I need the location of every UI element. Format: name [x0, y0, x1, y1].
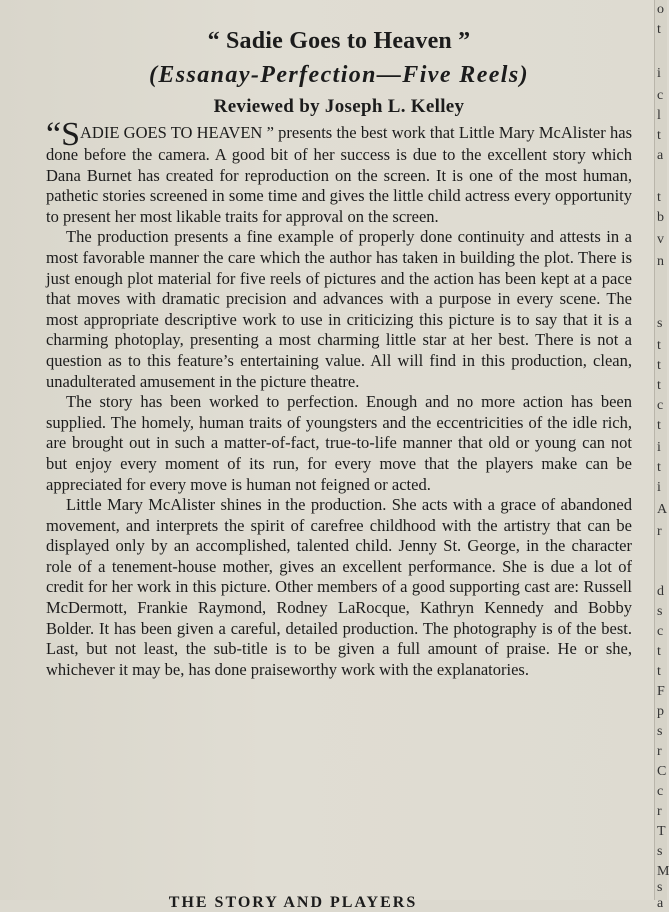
margin-letter: c: [657, 398, 664, 413]
margin-letter: t: [657, 644, 661, 659]
paragraph-2: The production presents a fine example of properly done continuity and attests in a most favorable manner the care which the author has taken in building the plot. There is just enough plot material for five reels of pictures and the action has been kept at a pace that moves with dramatic precision and advances with a purpose in every scene. The most appropriate descriptive work to use in criticizing this picture is to say that it is a charming photoplay, presenting a most charming little star at her best. There is not a question as to this feature’s entertaining value. All will find in this production, clean, unadulterated amusement in the picture theatre.: [46, 227, 632, 391]
article-subtitle: (Essanay-Perfection—Five Reels): [149, 62, 529, 88]
margin-letter: n: [657, 254, 664, 269]
margin-letter: c: [657, 784, 664, 799]
margin-letter: t: [657, 190, 661, 205]
margin-letter: t: [657, 460, 661, 475]
drop-cap: “S: [46, 116, 80, 153]
margin-letter: o: [657, 2, 664, 17]
paragraph-3: The story has been worked to perfection. Enough and no more action has been supplied. The homely, human traits of youngsters and the eccentricities of the idle rich, are brought out in such a matter-of-fact, true-to-life manner that old or young can not but enjoy every moment of its run, for every move that the players make can be appreciated for every move is human not feigned or acted.: [46, 392, 632, 494]
margin-letter: l: [657, 108, 661, 123]
margin-letter: t: [657, 338, 661, 353]
margin-letter: M: [657, 864, 669, 879]
margin-letter: i: [657, 480, 661, 495]
margin-letter: c: [657, 88, 664, 103]
margin-letter: T: [657, 824, 666, 839]
margin-letter: s: [657, 724, 663, 739]
margin-letter: s: [657, 604, 663, 619]
margin-letter: d: [657, 584, 664, 599]
margin-letter: b: [657, 210, 664, 225]
margin-letter: t: [657, 22, 661, 37]
margin-letter: t: [657, 358, 661, 373]
margin-letter: t: [657, 664, 661, 679]
margin-letter: F: [657, 684, 665, 699]
margin-letter: v: [657, 232, 664, 247]
article-body: [46, 116, 632, 680]
margin-letter: i: [657, 66, 661, 81]
margin-letter: r: [657, 744, 662, 759]
margin-letter: a: [657, 148, 664, 163]
margin-letter: t: [657, 378, 661, 393]
article-title: “ Sadie Goes to Heaven ”: [207, 28, 471, 54]
margin-letter: t: [657, 418, 661, 433]
margin-letter: A: [657, 502, 668, 517]
adjacent-column-fragment: [654, 0, 669, 911]
margin-letter: p: [657, 704, 664, 719]
margin-letter: s: [657, 880, 663, 895]
margin-letter: i: [657, 440, 661, 455]
review-article: [46, 24, 632, 680]
margin-letter: r: [657, 804, 662, 819]
paragraph-4: Little Mary McAlister shines in the production. She acts with a grace of abandoned movement, and interprets the spirit of carefree childhood with the artistry that can be displayed only by an accomplished, talented child. Jenny St. George, in the character role of a tenement-house mother, gives an excellent performance. She is due a lot of credit for her work in this picture. Other members of a good supporting cast are: Russell McDermott, Frankie Raymond, Rodney LaRocque, Kathryn Kennedy and Bobby Bolder. It has been given a careful, detailed production. The photography is of the best. Last, but not least, the sub-title is to be given a full amount of praise. He or she, whichever it may be, has done praiseworthy work with the explanatories.: [46, 495, 632, 679]
paragraph-1-text: ADIE GOES TO HEAVEN ” presents the best work that Little Mary McAlister has done before the camera. A good bit of her success is due to the excellent story which Dana Burnet has created for reproduction on the screen. It is one of the most human, pathetic stories screened in some time and gives the little child actress every opportunity to present her most likable traits for approval on the screen.: [46, 123, 632, 226]
article-byline: Reviewed by Joseph L. Kelley: [213, 96, 465, 117]
margin-letter: r: [657, 524, 662, 539]
margin-letter: s: [657, 844, 663, 859]
margin-letter: C: [657, 764, 667, 779]
margin-letter: c: [657, 624, 664, 639]
next-section-heading: THE STORY AND PLAYERS: [168, 894, 418, 911]
margin-letter: a: [657, 896, 664, 911]
margin-letter: t: [657, 128, 661, 143]
margin-letter: s: [657, 316, 663, 331]
paragraph-1: [46, 116, 632, 227]
